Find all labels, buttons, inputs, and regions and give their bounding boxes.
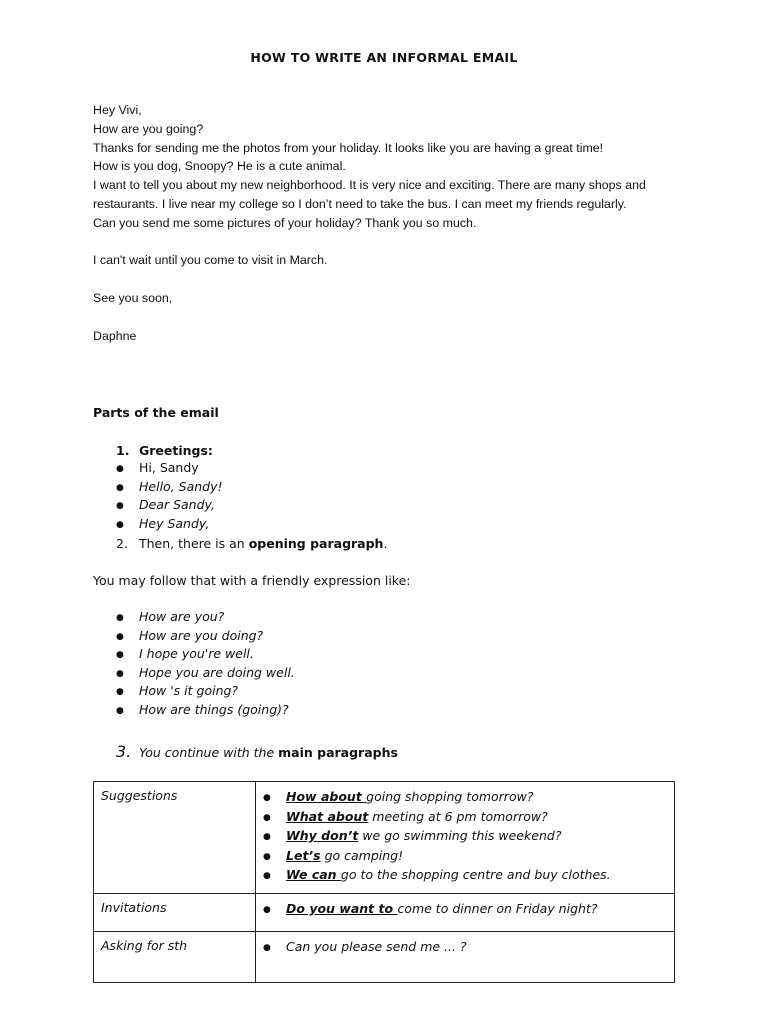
list-item: ● Dear Sandy, (116, 496, 223, 515)
bullet-icon: ● (116, 501, 124, 512)
list-item: ● How are you? (116, 608, 295, 627)
letter-line: restaurants. I live near my college so I don’t need to take the bus. I can meet my friends regularly. (93, 196, 627, 211)
table-cell-phrases (256, 893, 675, 931)
letter-line: Thanks for sending me the photos from your holiday. It looks like you are having a great time! (93, 140, 604, 155)
bullet-icon: ● (116, 668, 124, 679)
bullet-icon: ● (263, 904, 271, 915)
bullet-icon: ● (116, 519, 124, 530)
step-label: Greetings: (139, 443, 213, 458)
table-cell-label: Asking for sth (94, 931, 256, 982)
list-item: ● Hello, Sandy! (116, 478, 223, 497)
bullet-icon: ● (116, 687, 124, 698)
list-item: ● How 's it going? (116, 682, 295, 701)
list-item: ● Do you want to come to dinner on Friday night? (263, 900, 667, 920)
bullet-icon: ● (263, 793, 271, 803)
document-title: HOW TO WRITE AN INFORMAL EMAIL (250, 50, 518, 65)
list-item: ● Hey Sandy, (116, 515, 223, 534)
bullet-icon: ● (116, 631, 124, 642)
table-cell-phrases (256, 782, 675, 894)
letter-sign-off: See you soon, (93, 290, 173, 305)
step-number: 3. (116, 742, 132, 761)
step-opening-paragraph: 2. Then, there is an opening paragraph. (116, 536, 388, 551)
keyword: How about (286, 789, 367, 804)
keyword: Why don’t (286, 828, 359, 844)
step-greetings (116, 443, 213, 458)
table-row (94, 893, 675, 931)
step-number: 1. (116, 443, 130, 458)
table-row (94, 782, 675, 894)
bullet-icon: ● (116, 705, 124, 716)
list-item: ● Why don’t we go swimming this weekend? (263, 827, 667, 847)
email-letter (93, 101, 683, 345)
list-item: ● How about going shopping tomorrow? (263, 788, 667, 808)
step-number: 2. (116, 536, 128, 551)
list-item: ● Can you please send me ... ? (263, 938, 667, 958)
letter-line: Hey Vivi, (93, 103, 142, 117)
list-item: ● How are things (going)? (116, 701, 295, 720)
greetings-list (116, 459, 223, 533)
keyword: Let’s (286, 847, 321, 863)
keyword: What about (286, 808, 369, 824)
table-cell-phrases (256, 931, 675, 982)
list-item: ● What about meeting at 6 pm tomorrow? (263, 808, 667, 828)
list-item: ● Hi, Sandy (116, 459, 223, 478)
expressions-list (116, 608, 295, 720)
letter-closing-line: I can't wait until you come to visit in March. (93, 253, 328, 268)
bullet-icon: ● (116, 613, 124, 623)
keyword: We can (286, 867, 341, 883)
follow-text: You may follow that with a friendly expression like: (93, 573, 411, 588)
letter-signature: Daphne (93, 328, 137, 343)
table-cell-label: Invitations (94, 893, 256, 931)
bullet-icon: ● (116, 464, 124, 474)
list-item: ● I hope you're well. (116, 645, 295, 664)
phrases-table (93, 781, 675, 983)
bullet-icon: ● (263, 942, 271, 953)
emphasis-text: main paragraphs (278, 745, 398, 760)
bullet-icon: ● (263, 871, 271, 882)
step-main-paragraphs: 3. You continue with the main paragraphs (116, 742, 398, 761)
list-item: ● How are you doing? (116, 627, 295, 646)
parts-heading: Parts of the email (93, 405, 219, 420)
bullet-icon: ● (263, 812, 271, 823)
letter-line: Can you send me some pictures of your holiday? Thank you so much. (93, 215, 477, 230)
bullet-icon: ● (116, 482, 124, 493)
list-item: ● Hope you are doing well. (116, 664, 295, 683)
bullet-icon: ● (263, 851, 271, 862)
bullet-icon: ● (263, 832, 271, 843)
bullet-icon: ● (116, 650, 124, 661)
table-row (94, 931, 675, 982)
emphasis-text: opening paragraph (248, 536, 384, 551)
letter-line: How are you going? (93, 121, 204, 136)
list-item: ● We can go to the shopping centre and buy clothes. (263, 866, 667, 886)
keyword: Do you want to (286, 900, 398, 916)
table-cell-label: Suggestions (94, 782, 256, 894)
list-item: ● Let’s go camping! (263, 847, 667, 867)
letter-line: I want to tell you about my new neighborhood. It is very nice and exciting. There are many shops and (93, 178, 646, 193)
letter-line: How is you dog, Snoopy? He is a cute animal. (93, 159, 346, 174)
